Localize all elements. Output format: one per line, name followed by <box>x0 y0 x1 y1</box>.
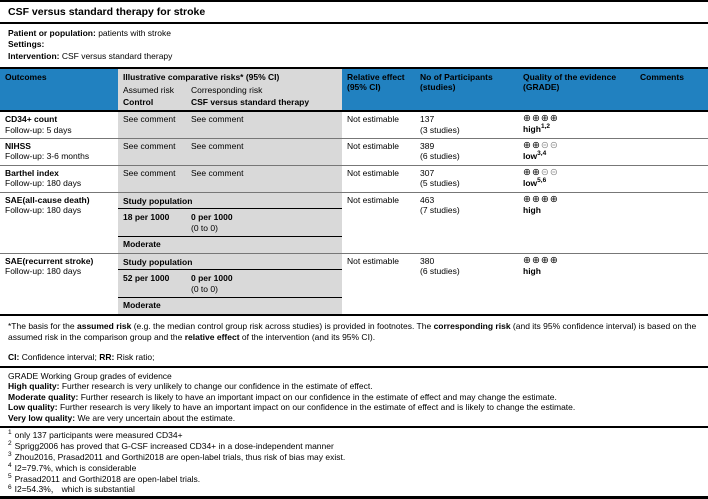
grade-filled-symbols: ⊕⊕ <box>523 166 541 178</box>
relative-effect-cell: Not estimable <box>347 194 399 205</box>
grade-definition-line: Very low quality: We are very uncertain about the estimate. <box>8 412 236 423</box>
grade-filled-symbols: ⊕⊕⊕⊕ <box>523 254 559 266</box>
participants-cell: 307 (5 studies) <box>420 167 460 189</box>
corresponding-risk-value: 0 per 1000 (0 to 0) <box>191 273 233 294</box>
participants-cell: 463 (7 studies) <box>420 194 460 216</box>
outcome-cell: CD34+ count Follow-up: 5 days <box>5 114 72 135</box>
grade-filled-symbols: ⊕⊕ <box>523 139 541 151</box>
grade-definition-line: Moderate quality: Further research is likely to have an important impact on our confidence in the estimate of effect and may change the estimate. <box>8 391 557 402</box>
study-population-heading: Study population <box>118 254 342 271</box>
assumed-risk-cell: See comment <box>118 138 186 165</box>
col-header-relative-effect: Relative effect (95% CI) <box>342 68 415 112</box>
grade-definition-line: High quality: Further research is very unlikely to change our confidence in the estimate of effect. <box>8 381 373 392</box>
subheader-control: Control <box>118 96 186 112</box>
study-population-cell <box>118 192 342 253</box>
corresponding-risk-value: 0 per 1000 (0 to 0) <box>191 212 233 233</box>
comments-cell <box>635 111 708 138</box>
comments-cell <box>635 165 708 192</box>
grade-empty-symbols: ⊝⊝ <box>540 139 559 151</box>
col-header-illustrative-risks: Illustrative comparative risks* (95% CI) <box>118 68 342 85</box>
table-row <box>0 253 708 315</box>
patient-population-label: Patient or population: <box>8 28 96 38</box>
footnote-line: $^5$ Prasad2011 and Gorthi2018 are open-label trials. <box>8 472 201 484</box>
quality-cell: ⊕⊕⊝⊝ low$^{3,4}$ <box>523 139 559 161</box>
comments-cell <box>635 253 708 315</box>
study-population-heading: Study population <box>118 193 342 210</box>
moderate-heading: Moderate <box>118 297 342 314</box>
table-row <box>0 165 708 192</box>
outcome-cell: SAE(recurrent stroke) Follow-up: 180 days <box>5 255 94 277</box>
assumed-risk-value: 52 per 1000 <box>123 273 170 284</box>
assumed-risk-cell: See comment <box>118 165 186 192</box>
patient-population-line: Patient or population: patients with stroke <box>8 28 171 38</box>
corresponding-risk-cell: See comment <box>186 165 342 192</box>
grade-filled-symbols: ⊕⊕⊕⊕ <box>523 193 559 205</box>
quality-cell: ⊕⊕⊕⊕ high <box>523 254 559 276</box>
settings-line <box>8 39 700 50</box>
settings-label: Settings: <box>8 39 45 50</box>
outcome-cell: Barthel index Follow-up: 180 days <box>5 167 82 189</box>
participants-cell: 380 (6 studies) <box>420 255 460 277</box>
relative-effect-cell: Not estimable <box>347 167 399 178</box>
summary-of-findings-table <box>0 67 708 316</box>
grade-definition-line: Low quality: Further research is very likely to have an important impact on our confidence in the estimate of effect and is likely to change the estimate. <box>8 402 576 413</box>
table-row <box>0 111 708 138</box>
assumed-risk-cell: See comment <box>118 111 186 138</box>
participants-cell: 389 (6 studies) <box>420 140 460 162</box>
footnote-line: $^2$ Sprigg2006 has proved that G-CSF increased CD34+ in a dose-independent manner <box>8 440 334 451</box>
col-header-outcomes: Outcomes <box>0 68 118 112</box>
comments-cell <box>635 138 708 165</box>
relative-effect-cell: Not estimable <box>347 140 399 151</box>
participants-cell: 137 (3 studies) <box>420 114 460 135</box>
asterisk-footnote: *The basis for the assumed risk (e.g. the median control group risk across studies) is provided in footnotes. The corresponding risk (and its 95% confidence interval) is based on the assumed risk in the comparison group and the relative effect of the intervention (and its 95% CI). <box>8 320 697 342</box>
assumed-risk-value: 18 per 1000 <box>123 212 170 223</box>
comments-cell <box>635 192 708 253</box>
corresponding-risk-cell: See comment <box>186 111 342 138</box>
outcome-cell: NIHSS Follow-up: 3-6 months <box>5 140 90 162</box>
footnote-line: $^4$ I2=79.7%, which is considerable <box>8 461 137 473</box>
grade-filled-symbols: ⊕⊕⊕⊕ <box>523 113 559 125</box>
subheader-corresponding-risk: Corresponding risk <box>186 84 342 96</box>
quality-cell: ⊕⊕⊝⊝ low$^{5,6}$ <box>523 166 559 188</box>
grade-intro: GRADE Working Group grades of evidence <box>8 370 172 381</box>
intervention-line: Intervention: CSF versus standard therapy <box>8 50 173 61</box>
table-header <box>0 68 708 112</box>
study-population-cell <box>118 253 342 315</box>
outcome-cell: SAE(all-cause death) Follow-up: 180 days <box>5 194 90 216</box>
grade-definitions-block <box>0 368 708 428</box>
page-title: CSF versus standard therapy for stroke <box>0 0 708 24</box>
relative-effect-cell: Not estimable <box>347 255 399 266</box>
corresponding-risk-cell: See comment <box>186 138 342 165</box>
table-row <box>0 138 708 165</box>
footnote-line: $^6$ I2=54.3%， which is substantial <box>8 483 135 495</box>
population-block <box>0 24 708 67</box>
col-header-participants: No of Participants (studies) <box>415 68 518 112</box>
grade-empty-symbols: ⊝⊝ <box>540 166 559 178</box>
abbreviations-line: CI: Confidence interval; RR: Risk ratio; <box>0 343 708 368</box>
relative-effect-cell: Not estimable <box>347 114 399 125</box>
footnote-line: $^1$ only 137 participants were measured CD34+ <box>8 429 183 440</box>
numbered-footnotes <box>0 428 708 499</box>
col-header-quality: Quality of the evidence (GRADE) <box>518 68 635 112</box>
quality-cell: ⊕⊕⊕⊕ high <box>523 193 559 215</box>
subheader-assumed-risk: Assumed risk <box>118 84 186 96</box>
intervention-label: Intervention: <box>8 50 60 61</box>
footnote-line: $^3$ Zhou2016, Prasad2011 and Gorthi2018 are open-label trials, thus risk of bias may exist. <box>8 450 346 462</box>
table-row <box>0 192 708 253</box>
moderate-heading: Moderate <box>118 236 342 253</box>
subheader-intervention: CSF versus standard therapy <box>186 96 342 112</box>
quality-cell: ⊕⊕⊕⊕ high$^{1,2}$ <box>523 113 559 135</box>
col-header-comments: Comments <box>635 68 708 112</box>
